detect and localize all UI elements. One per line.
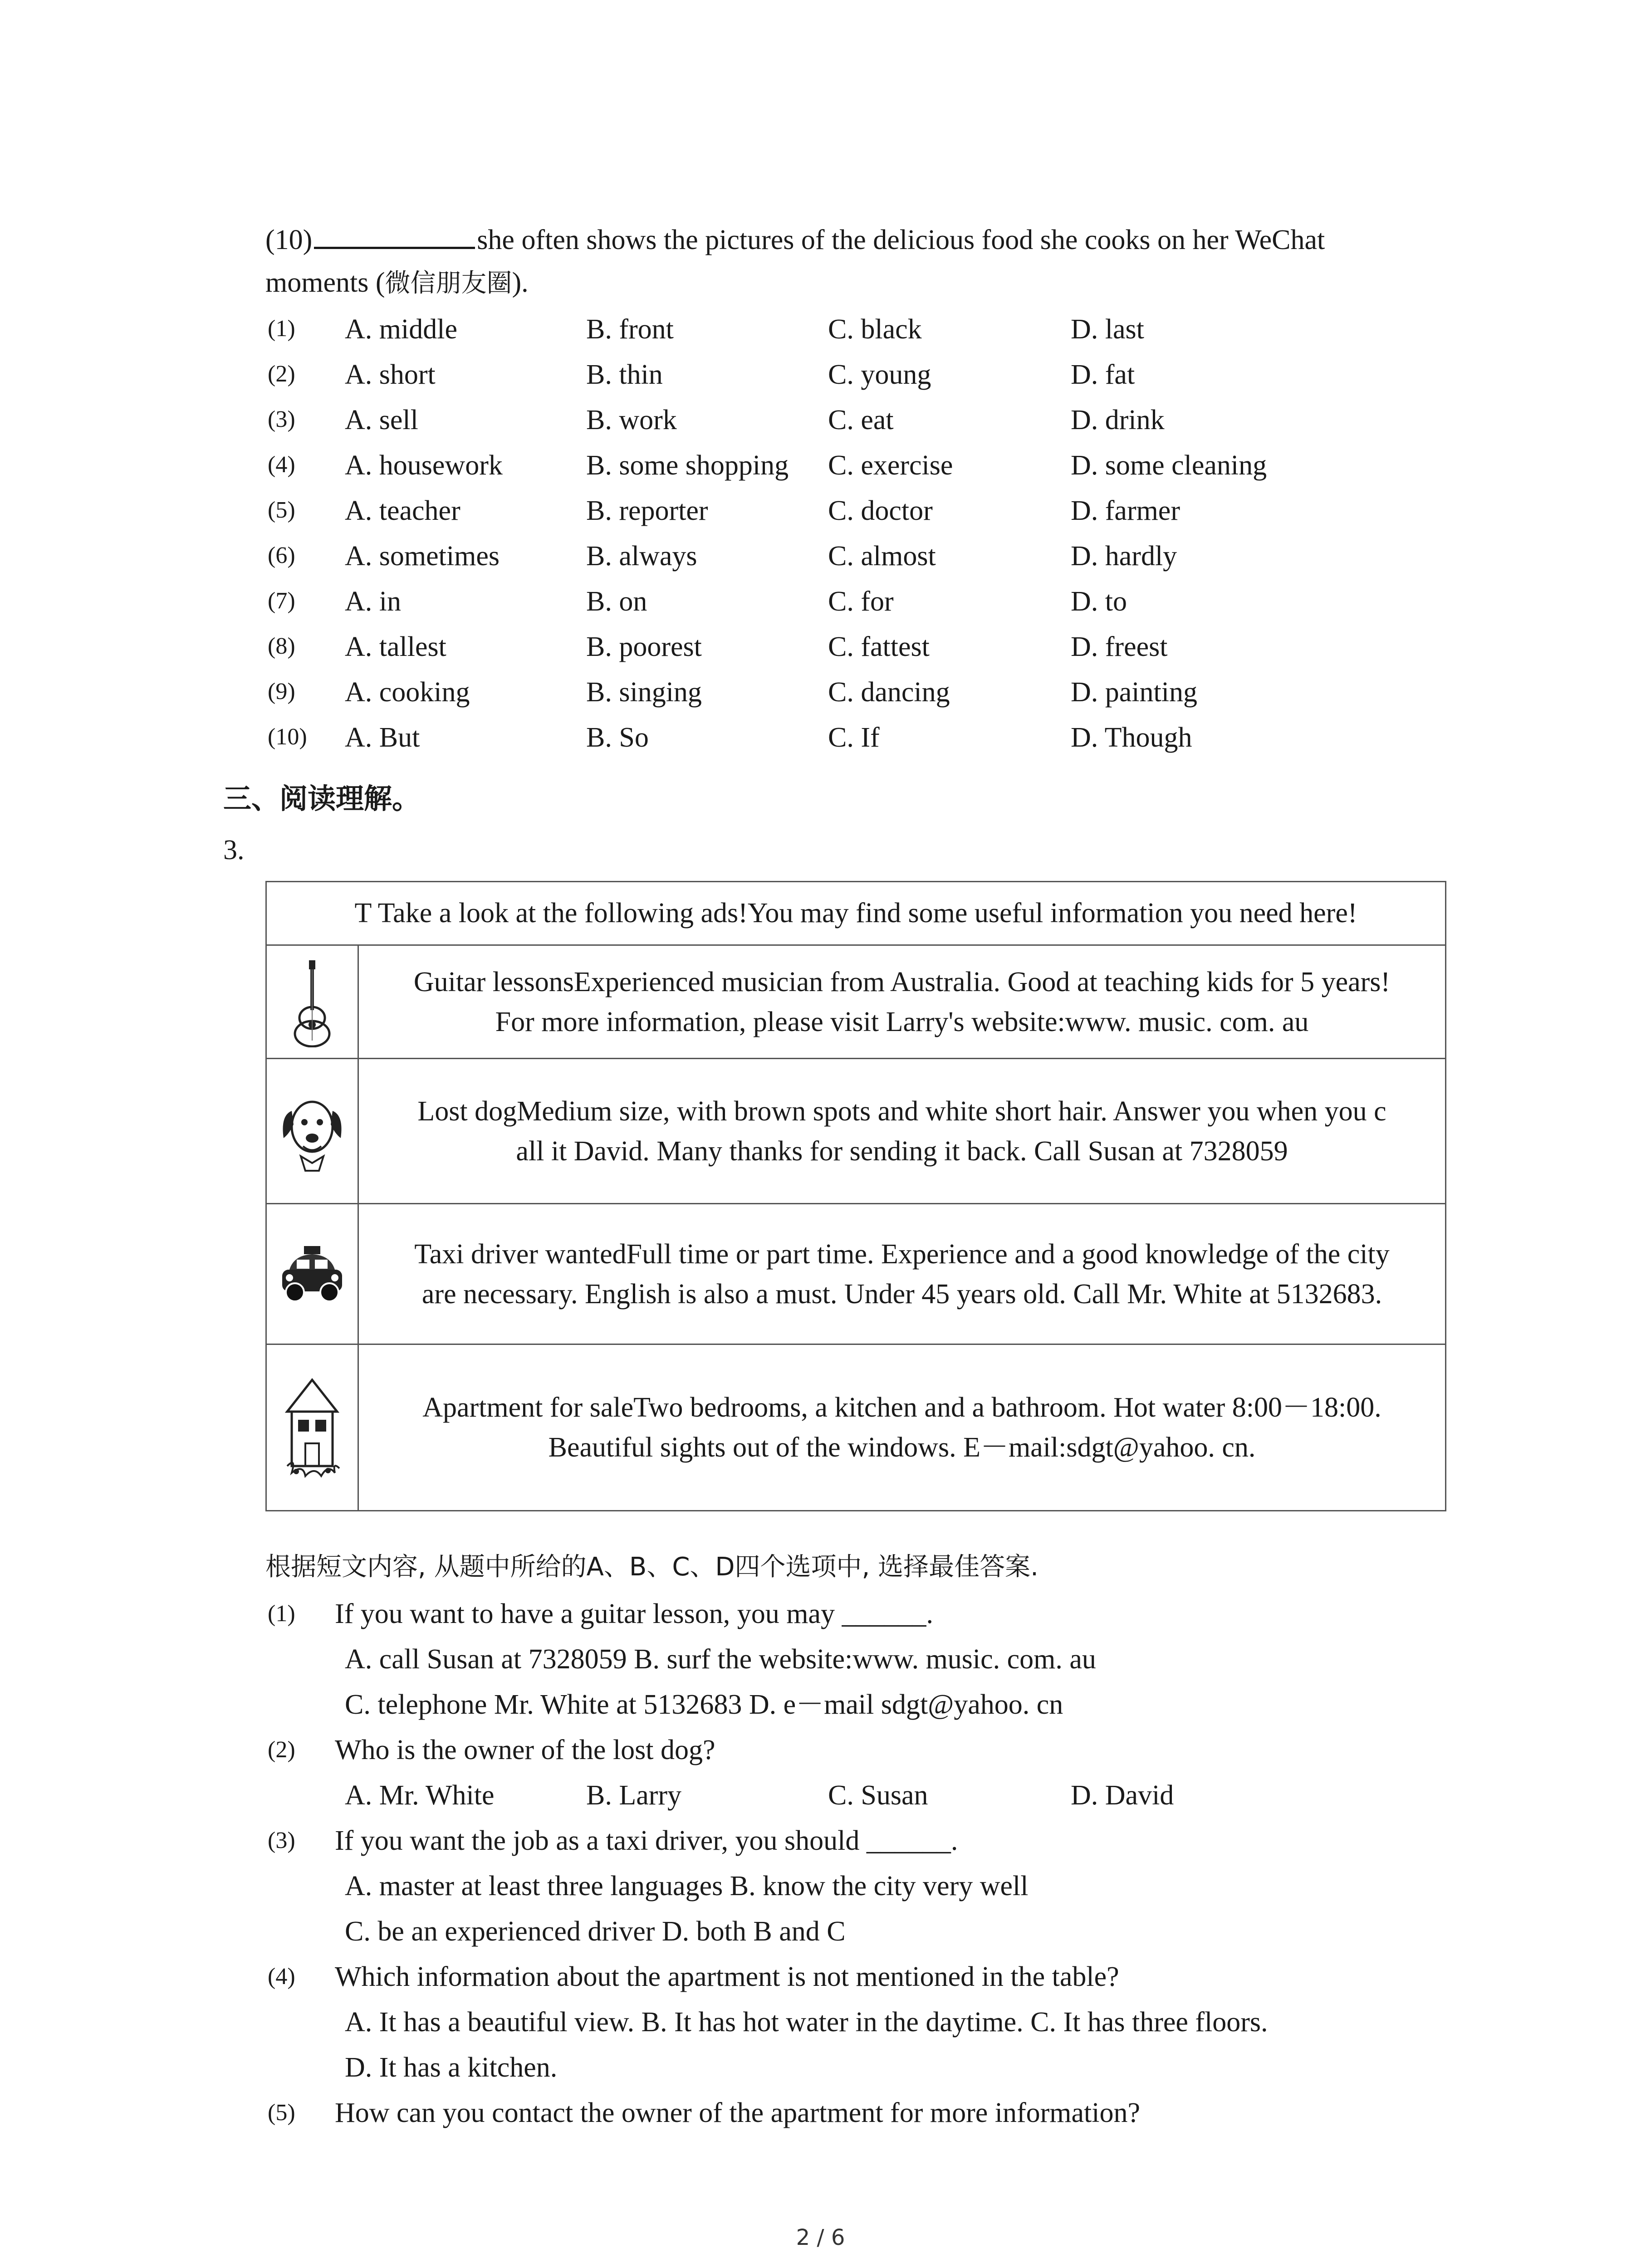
cloze-option-c: C. If bbox=[828, 722, 880, 753]
rq2-option-c: C. Susan bbox=[828, 1780, 928, 1811]
cloze-number: (2) bbox=[268, 361, 295, 387]
ad-guitar-line-2: For more information, please visit Larry's website:www. music. com. au bbox=[495, 1006, 1309, 1037]
ad-row-guitar bbox=[267, 946, 1445, 1059]
rq1-options-1: A. call Susan at 7328059 B. surf the website:www. music. com. au bbox=[345, 1644, 1096, 1675]
cloze-number: (7) bbox=[268, 588, 295, 614]
cloze-option-c: C. eat bbox=[828, 405, 894, 435]
instruction: 根据短文内容, 从题中所给的A、B、C、D四个选项中, 选择最佳答案. bbox=[265, 1552, 1038, 1582]
cloze-option-a: A. sometimes bbox=[345, 541, 500, 572]
rq2-option-d: D. David bbox=[1071, 1780, 1174, 1811]
taxi-icon bbox=[267, 1204, 359, 1344]
cloze-option-b: B. on bbox=[586, 586, 647, 617]
cloze-option-b: B. some shopping bbox=[586, 450, 789, 481]
rq2-option-a: A. Mr. White bbox=[345, 1780, 495, 1811]
cloze-option-b: B. singing bbox=[586, 677, 702, 708]
cloze-number: (8) bbox=[268, 633, 295, 659]
cloze-option-d: D. to bbox=[1071, 586, 1127, 617]
ads-header: T Take a look at the following ads!You may find some useful information you need here! bbox=[267, 882, 1445, 946]
rq4-options-1: A. It has a beautiful view. B. It has hot water in the daytime. C. It has three floors. bbox=[345, 2007, 1268, 2038]
q10-end: ). bbox=[512, 267, 529, 298]
rq4-number: (4) bbox=[268, 1964, 295, 1989]
q10-blank bbox=[314, 223, 475, 249]
rq3-options-2: C. be an experienced driver D. both B and C bbox=[345, 1916, 846, 1947]
rq1-stem: If you want to have a guitar lesson, you may ______. bbox=[335, 1598, 933, 1629]
cloze-option-c: C. exercise bbox=[828, 450, 953, 481]
cloze-option-d: D. drink bbox=[1071, 405, 1165, 435]
cloze-option-c: C. dancing bbox=[828, 677, 950, 708]
cloze-option-b: B. reporter bbox=[586, 495, 708, 526]
cloze-option-c: C. black bbox=[828, 314, 922, 345]
q10-line-2 bbox=[265, 269, 529, 297]
guitar-icon bbox=[267, 946, 359, 1058]
cloze-option-a: A. sell bbox=[345, 405, 418, 435]
q10-text: she often shows the pictures of the delicious food she cooks on her WeChat bbox=[477, 225, 1325, 255]
rq4-options-2: D. It has a kitchen. bbox=[345, 2052, 558, 2083]
section-heading: 三、阅读理解。 bbox=[223, 782, 421, 815]
cloze-option-a: A. teacher bbox=[345, 495, 460, 526]
q10-number: (10) bbox=[265, 225, 313, 255]
cloze-option-c: C. doctor bbox=[828, 495, 933, 526]
cloze-option-d: D. freest bbox=[1071, 631, 1168, 662]
rq2-number: (2) bbox=[268, 1737, 295, 1763]
cloze-option-a: A. in bbox=[345, 586, 401, 617]
cloze-number: (9) bbox=[268, 679, 295, 704]
rq1-options-2: C. telephone Mr. White at 5132683 D. e－mail sdgt@yahoo. cn bbox=[345, 1689, 1063, 1720]
ad-text-guitar bbox=[359, 946, 1445, 1058]
cloze-option-b: B. always bbox=[586, 541, 697, 572]
rq4-stem: Which information about the apartment is not mentioned in the table? bbox=[335, 1961, 1119, 1992]
ad-dog-line-2: all it David. Many thanks for sending it back. Call Susan at 7328059 bbox=[516, 1135, 1288, 1167]
ad-row-dog bbox=[267, 1059, 1445, 1204]
cloze-option-a: A. housework bbox=[345, 450, 503, 481]
q10-line bbox=[265, 223, 1325, 254]
ad-row-taxi bbox=[267, 1204, 1445, 1345]
cloze-option-d: D. hardly bbox=[1071, 541, 1177, 572]
cloze-option-c: C. almost bbox=[828, 541, 936, 572]
cloze-option-b: B. thin bbox=[586, 359, 663, 390]
cloze-option-a: A. middle bbox=[345, 314, 457, 345]
cloze-option-c: C. for bbox=[828, 586, 894, 617]
q10-cn: 微信朋友圈 bbox=[385, 269, 512, 298]
ad-row-apartment bbox=[267, 1345, 1445, 1510]
dog-icon bbox=[267, 1059, 359, 1203]
page-number: 2 / 6 bbox=[796, 2225, 845, 2250]
cloze-option-c: C. young bbox=[828, 359, 931, 390]
cloze-option-a: A. tallest bbox=[345, 631, 446, 662]
cloze-option-b: B. work bbox=[586, 405, 677, 435]
ad-dog-line-1: Lost dogMedium size, with brown spots and white short hair. Answer you when you c bbox=[417, 1095, 1386, 1127]
cloze-option-d: D. farmer bbox=[1071, 495, 1180, 526]
rq2-option-b: B. Larry bbox=[586, 1780, 682, 1811]
cloze-option-a: A. cooking bbox=[345, 677, 470, 708]
cloze-number: (4) bbox=[268, 452, 295, 478]
ads-table bbox=[265, 881, 1446, 1511]
question-number: 3. bbox=[223, 835, 245, 865]
cloze-number: (3) bbox=[268, 406, 295, 432]
ad-apartment-line-2: Beautiful sights out of the windows. E－mail:sdgt@yahoo. cn. bbox=[548, 1432, 1256, 1463]
rq2-stem: Who is the owner of the lost dog? bbox=[335, 1735, 715, 1765]
cloze-number: (1) bbox=[268, 316, 295, 342]
cloze-option-b: B. So bbox=[586, 722, 649, 753]
cloze-option-d: D. fat bbox=[1071, 359, 1135, 390]
ad-text-dog bbox=[359, 1059, 1445, 1203]
cloze-option-d: D. some cleaning bbox=[1071, 450, 1267, 481]
rq5-stem: How can you contact the owner of the apartment for more information? bbox=[335, 2097, 1140, 2128]
rq1-number: (1) bbox=[268, 1601, 295, 1627]
ad-text-taxi bbox=[359, 1204, 1445, 1344]
ad-guitar-line-1: Guitar lessonsExperienced musician from Australia. Good at teaching kids for 5 years! bbox=[413, 966, 1391, 997]
cloze-option-d: D. Though bbox=[1071, 722, 1192, 753]
rq3-number: (3) bbox=[268, 1828, 295, 1853]
cloze-option-a: A. short bbox=[345, 359, 436, 390]
ad-taxi-line-1: Taxi driver wantedFull time or part time. Experience and a good knowledge of the city bbox=[414, 1238, 1390, 1270]
rq3-stem: If you want the job as a taxi driver, you should ______. bbox=[335, 1825, 958, 1856]
cloze-number: (6) bbox=[268, 543, 295, 568]
cloze-option-d: D. painting bbox=[1071, 677, 1197, 708]
cloze-option-d: D. last bbox=[1071, 314, 1144, 345]
rq5-number: (5) bbox=[268, 2100, 295, 2126]
ad-taxi-line-2: are necessary. English is also a must. Under 45 years old. Call Mr. White at 5132683. bbox=[421, 1278, 1382, 1310]
ad-text-apartment bbox=[359, 1345, 1445, 1510]
cloze-option-b: B. front bbox=[586, 314, 674, 345]
cloze-number: (10) bbox=[268, 724, 307, 750]
cloze-number: (5) bbox=[268, 497, 295, 523]
cloze-option-c: C. fattest bbox=[828, 631, 930, 662]
ad-apartment-line-1: Apartment for saleTwo bedrooms, a kitchen and a bathroom. Hot water 8:00－18:00. bbox=[422, 1392, 1381, 1423]
q10-text-2: moments ( bbox=[265, 267, 385, 298]
house-icon bbox=[267, 1345, 359, 1510]
cloze-option-a: A. But bbox=[345, 722, 420, 753]
rq3-options-1: A. master at least three languages B. know the city very well bbox=[345, 1871, 1029, 1901]
cloze-option-b: B. poorest bbox=[586, 631, 702, 662]
